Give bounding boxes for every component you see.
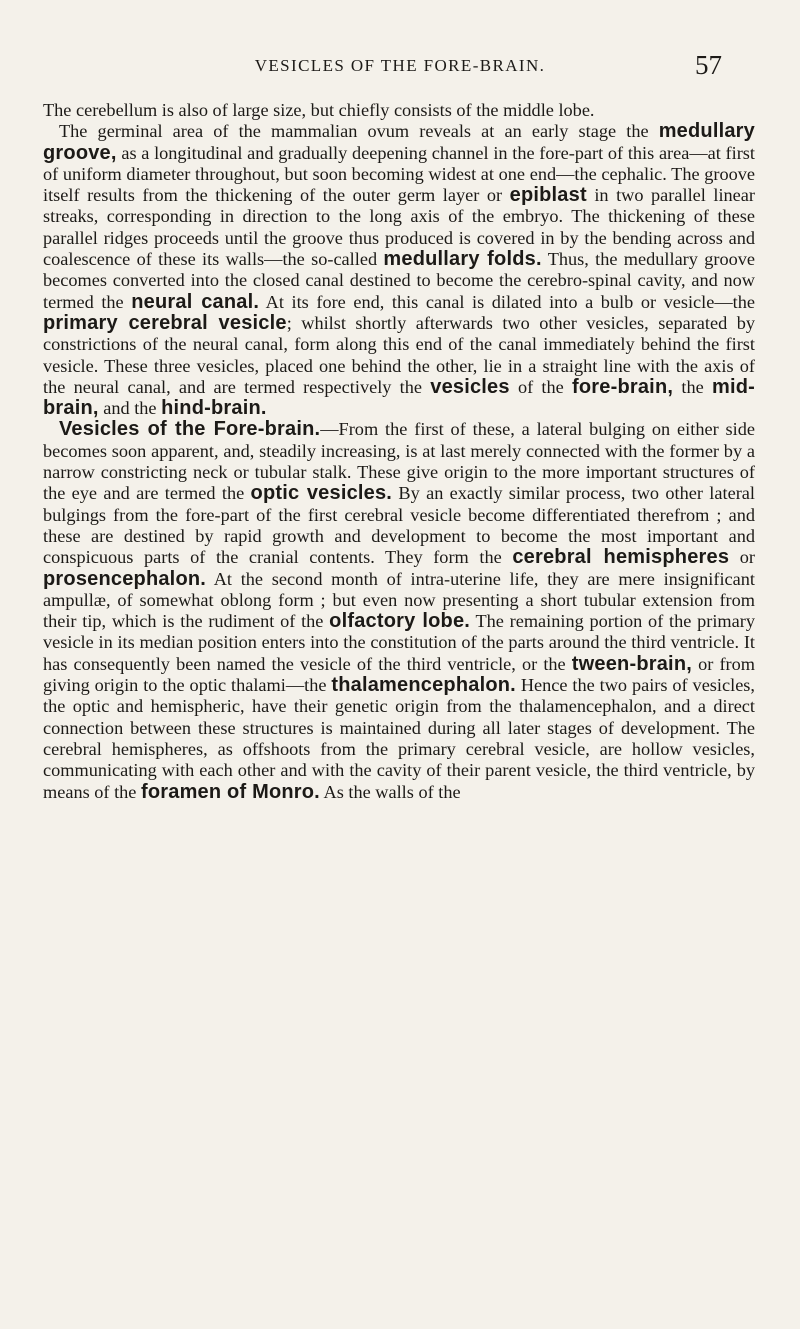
text-run: and the — [98, 398, 162, 419]
bold-term: fore-brain, — [572, 375, 674, 398]
bold-term: neural canal. — [131, 290, 260, 313]
page-number: 57 — [695, 50, 722, 80]
bold-term: epiblast — [509, 184, 587, 207]
bold-term: Vesicles of the Fore-brain. — [59, 418, 321, 441]
bold-term: foramen of Monro. — [140, 780, 320, 803]
body-text — [43, 100, 755, 803]
bold-term: hind-brain. — [161, 397, 267, 420]
paragraph — [43, 100, 755, 121]
text-run: in two parallel linear streaks, corresponding in direction to the long axis of the embryo. The thickening of these parallel ridges proceeds until the groove thus produced is covered in by the bending across and coalescence of these its walls—the so-called — [43, 185, 756, 270]
text-run: —From the first of these, a lateral bulging on either side becomes soon apparent, and, steadily increasing, is at last merely connected with the former by a narrow constricting neck or tubular stalk. These give origin to the more important structures of the eye and are termed the — [43, 419, 755, 504]
bold-term: tween-brain, — [571, 652, 692, 675]
text-run: the — [673, 376, 712, 397]
bold-term: prosencephalon. — [43, 567, 207, 590]
bold-term: optic vesicles. — [250, 482, 393, 505]
text-run: or — [729, 547, 755, 568]
text-run: Thus, the medullary groove becomes converted into the closed canal destined to become the cerebro-spinal cavity, and now termed the — [43, 249, 755, 312]
bold-term: medullary groove, — [43, 120, 755, 164]
text-run: The remaining portion of the primary vesicle in its median position enters into the constitution of the parts around the third ventricle. It has consequently been named the vesicle of the third ventricle, or the — [43, 611, 755, 674]
text-run: By an exactly similar process, two other lateral bulgings from the fore-part of the first cerebral vesicle become differentiated therefrom ; and these are destined by rapid growth and development to become the most important and conspicuous parts of the cranial contents. They form the — [43, 483, 755, 568]
paragraph — [43, 419, 755, 802]
text-run: as a longitudinal and gradually deepening channel in the fore-part of this area—at first of uniform diameter throughout, but soon becoming widest at one end—the cephalic. The groove itself results from the thickening of the outer germ layer or — [43, 142, 755, 206]
running-head: VESICLES OF THE FORE-BRAIN. — [254, 56, 546, 75]
text-run: As the walls of the — [319, 781, 461, 802]
bold-term: primary cerebral vesicle — [43, 311, 287, 334]
page-header — [0, 50, 800, 90]
bold-term: cerebral hemispheres — [512, 546, 730, 569]
bold-term: thalamencephalon. — [331, 674, 516, 697]
paragraph — [43, 121, 755, 419]
bold-term: vesicles — [430, 375, 510, 398]
bold-term: medullary folds. — [383, 248, 542, 271]
text-run: ; whilst shortly afterwards two other vesicles, separated by constrictions of the neural canal, form along this end of the canal immediately behind the first vesicle. These three vesicles, placed one behind the other, lie in a straight line with the axis of the neural canal, and are termed respectively the — [43, 312, 755, 397]
text-run: At its fore end, this canal is dilated into a bulb or vesicle—the — [259, 291, 755, 312]
text-run: Hence the two pairs of vesicles, the optic and hemispheric, have their genetic origin from the thalamencephalon, and a direct connection between these structures is maintained during all later stages of development. The cerebral hemispheres, as offshoots from the primary cerebral vesicle, are hollow vesicles, communicating with each other and with the cavity of their parent vesicle, the third ventricle, by means of the — [43, 675, 755, 802]
bold-term: olfactory lobe. — [329, 610, 471, 633]
text-run: The germinal area of the mammalian ovum reveals at an early stage the — [59, 121, 659, 142]
text-run: or from giving origin to the optic thalami—the — [43, 653, 756, 696]
text-run: The cerebellum is also of large size, but chiefly consists of the middle lobe. — [43, 100, 595, 120]
bold-term: mid-brain, — [43, 375, 755, 420]
text-run: of the — [509, 376, 573, 397]
text-run: At the second month of intra-uterine life, they are mere insignificant ampullæ, of somewhat oblong form ; but even now presenting a short tubular extension from their tip, which is the rudiment of the — [43, 568, 755, 632]
